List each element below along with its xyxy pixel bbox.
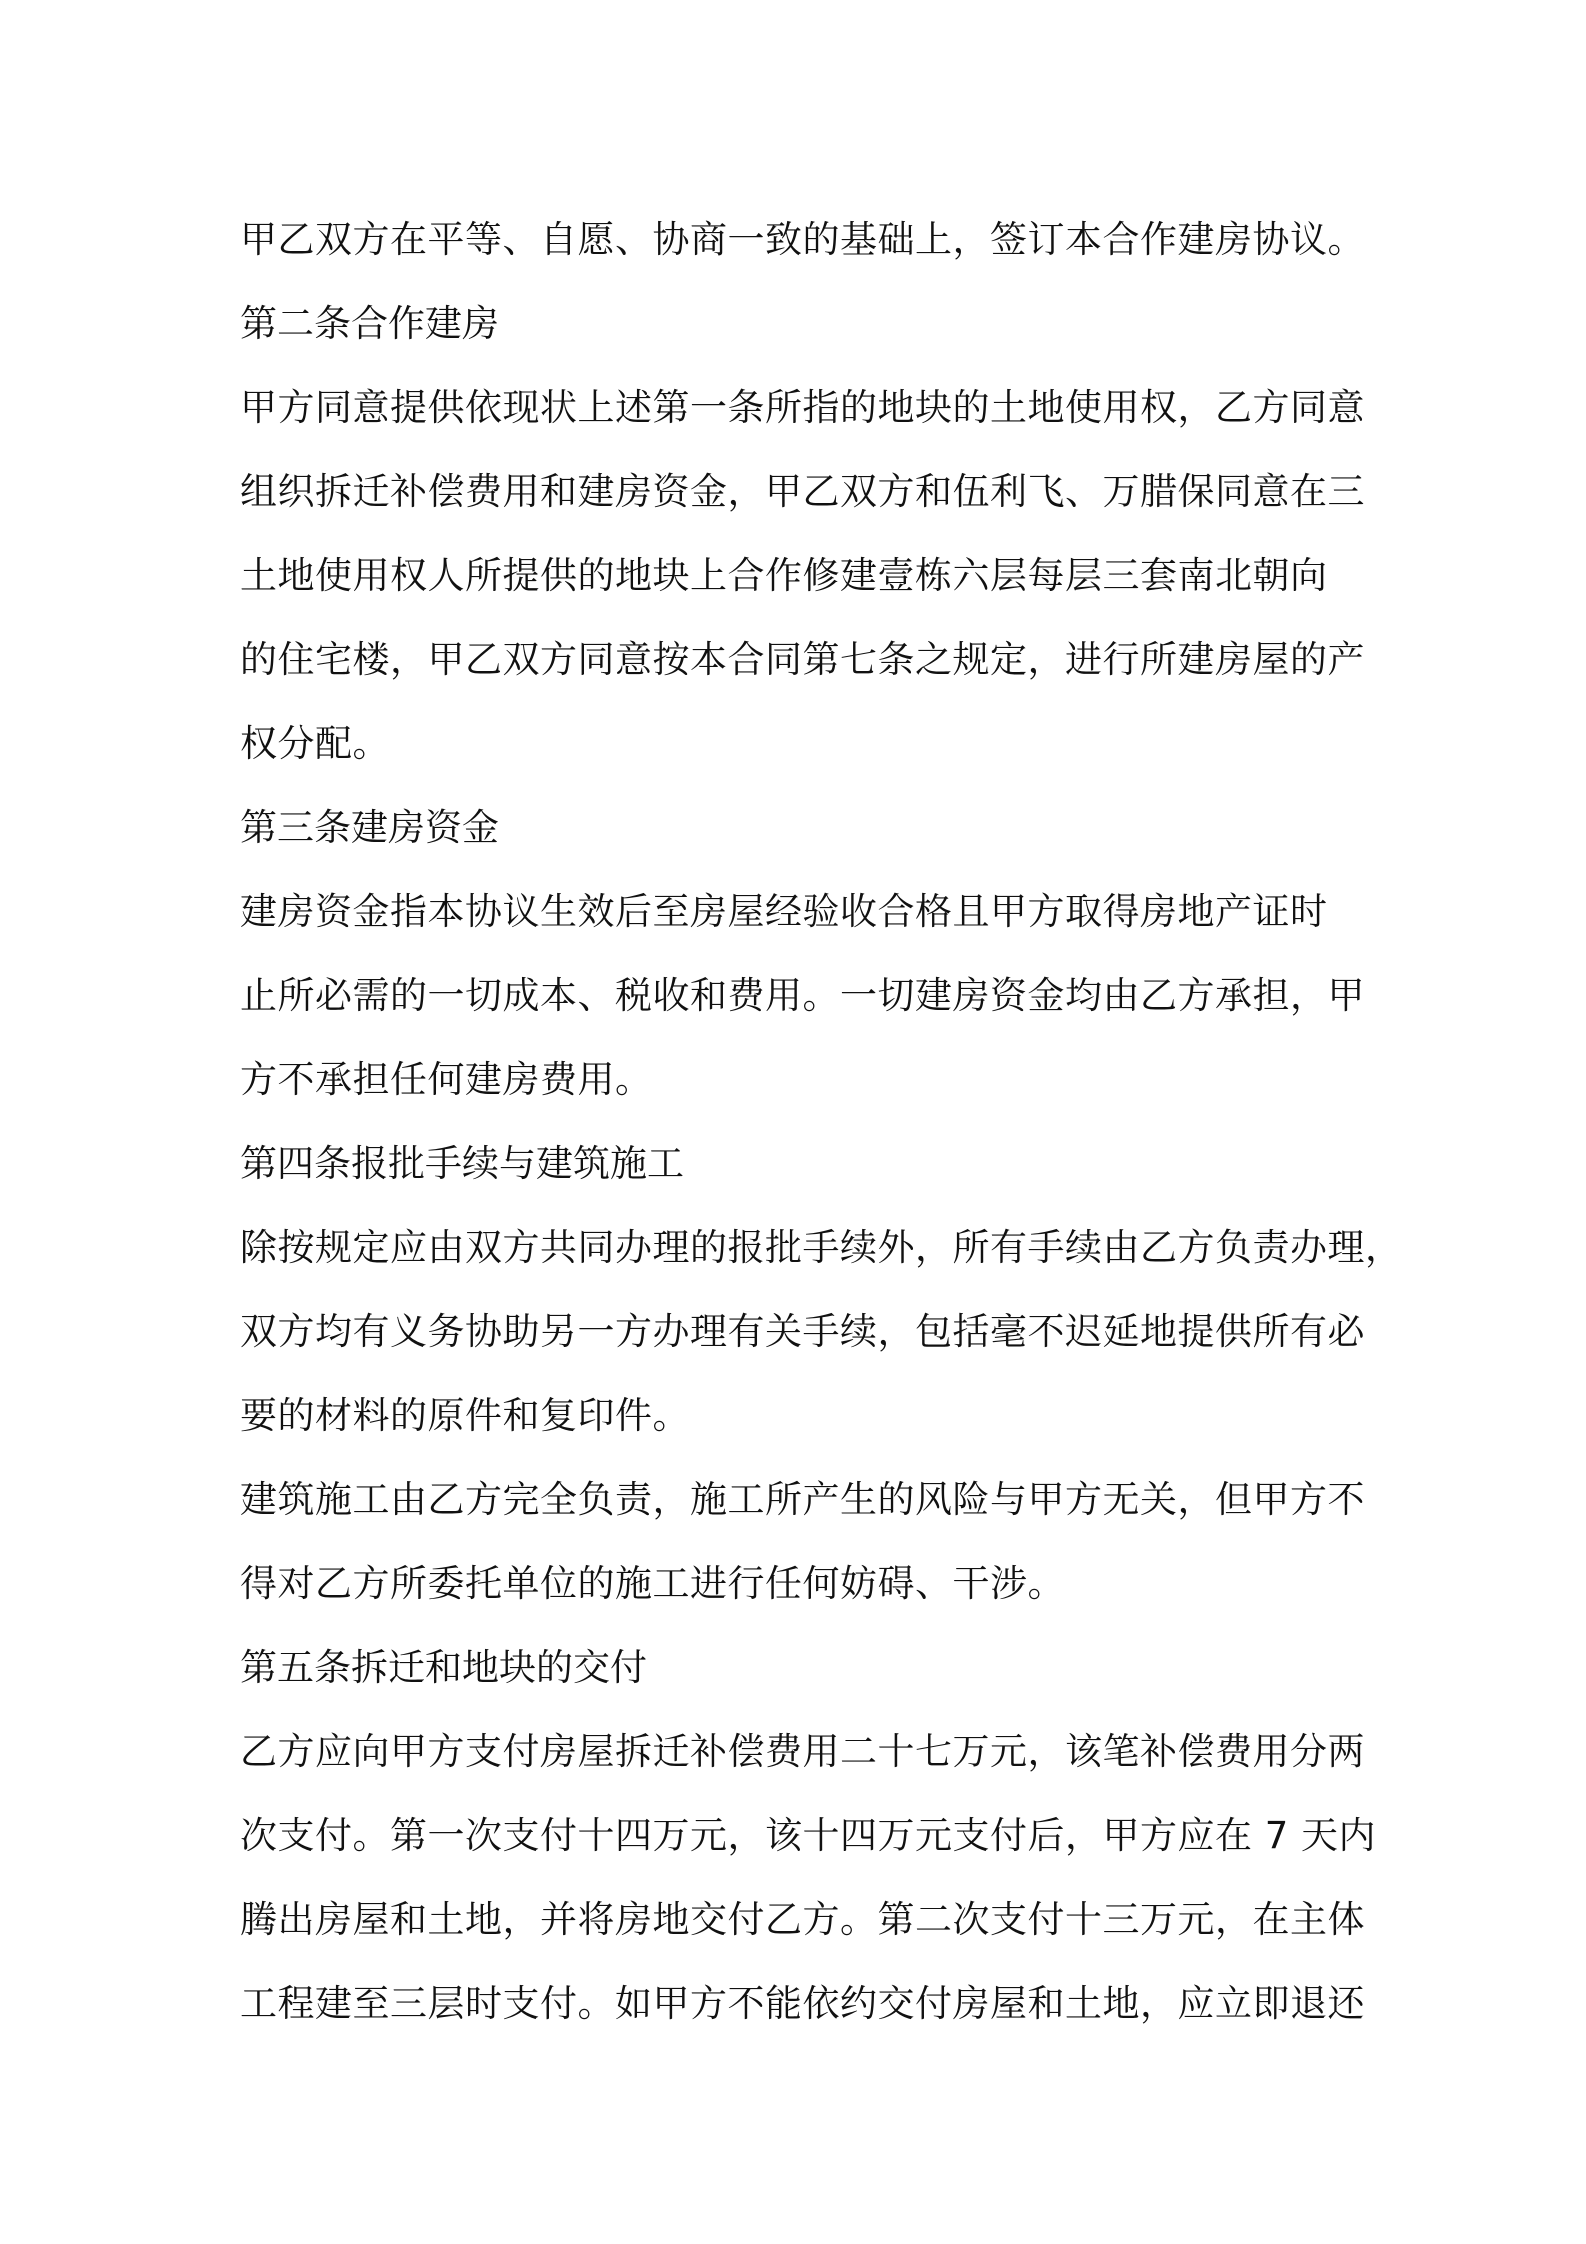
paragraph-line: 权分配。 bbox=[240, 722, 390, 765]
paragraph-line: 乙方应向甲方支付房屋拆迁补偿费用二十七万元，该笔补偿费用分两 bbox=[240, 1730, 1365, 1773]
paragraph-line: 双方均有义务协助另一方办理有关手续，包括毫不迟延地提供所有必 bbox=[240, 1310, 1365, 1353]
paragraph-line: 次支付。第一次支付十四万元，该十四万元支付后，甲方应在 7 天内 bbox=[240, 1814, 1377, 1857]
paragraph-line: 甲乙双方在平等、自愿、协商一致的基础上，签订本合作建房协议。 bbox=[240, 218, 1365, 261]
paragraph-line: 建房资金指本协议生效后至房屋经验收合格且甲方取得房地产证时 bbox=[240, 890, 1328, 933]
paragraph-line: 腾出房屋和土地，并将房地交付乙方。第二次支付十三万元，在主体 bbox=[240, 1898, 1365, 1941]
paragraph-line: 的住宅楼，甲乙双方同意按本合同第七条之规定，进行所建房屋的产 bbox=[240, 638, 1365, 681]
article-heading: 第四条报批手续与建筑施工 bbox=[240, 1142, 684, 1185]
paragraph-line: 得对乙方所委托单位的施工进行任何妨碍、干涉。 bbox=[240, 1562, 1065, 1605]
article-heading: 第五条拆迁和地块的交付 bbox=[240, 1646, 647, 1689]
paragraph-line: 要的材料的原件和复印件。 bbox=[240, 1394, 690, 1437]
paragraph-line: 止所必需的一切成本、税收和费用。一切建房资金均由乙方承担，甲 bbox=[240, 974, 1365, 1017]
paragraph-line: 组织拆迁补偿费用和建房资金，甲乙双方和伍利飞、万腊保同意在三 bbox=[240, 470, 1365, 513]
article-heading: 第二条合作建房 bbox=[240, 302, 499, 345]
paragraph-line: 土地使用权人所提供的地块上合作修建壹栋六层每层三套南北朝向 bbox=[240, 554, 1328, 597]
document-body bbox=[240, 198, 1403, 2046]
paragraph-line: 甲方同意提供依现状上述第一条所指的地块的土地使用权，乙方同意 bbox=[240, 386, 1365, 429]
paragraph-line: 方不承担任何建房费用。 bbox=[240, 1058, 653, 1101]
paragraph-line: 建筑施工由乙方完全负责，施工所产生的风险与甲方无关，但甲方不 bbox=[240, 1478, 1365, 1521]
paragraph-line: 除按规定应由双方共同办理的报批手续外，所有手续由乙方负责办理， bbox=[240, 1226, 1403, 1269]
paragraph-line: 工程建至三层时支付。如甲方不能依约交付房屋和土地，应立即退还 bbox=[240, 1982, 1365, 2025]
article-heading: 第三条建房资金 bbox=[240, 806, 499, 849]
